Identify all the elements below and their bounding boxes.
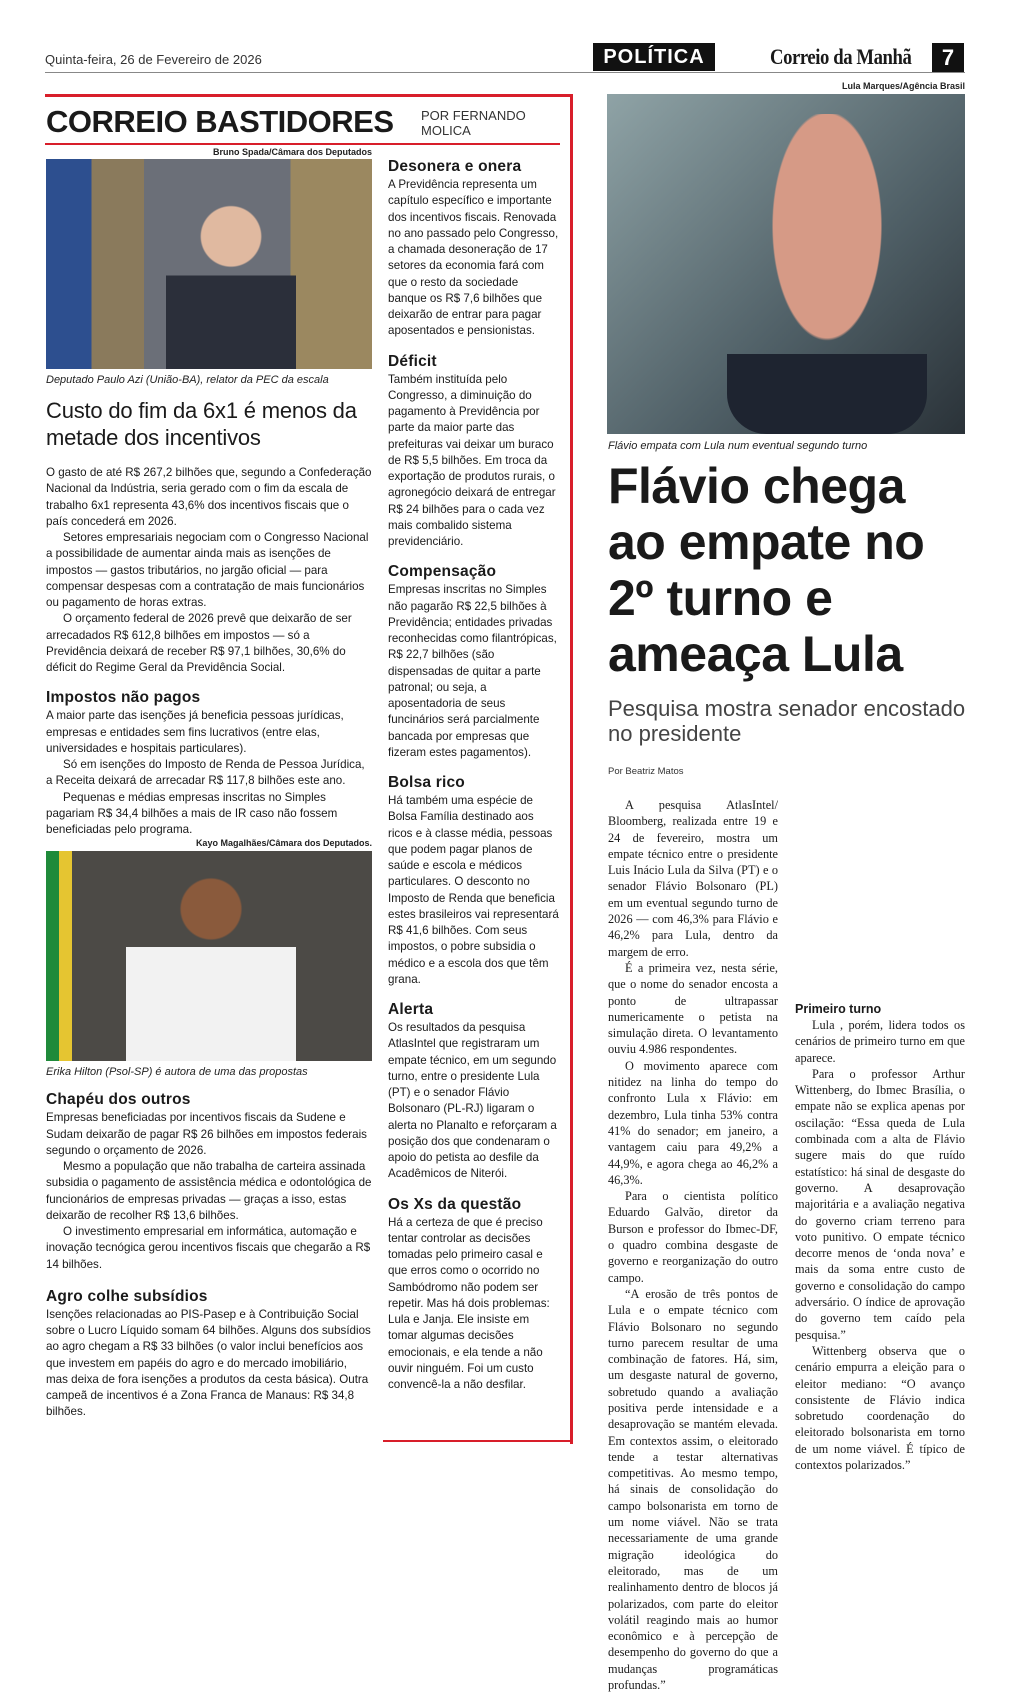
column-frame-bottom [383,1440,573,1442]
photo-erika-hilton [46,851,372,1061]
paragraph: É a primeira vez, nesta série, que o nome do senador encosta a ponto de ultrapassar numericamente o petista na simulação direta. O levantamento ouviu 4.986 respondentes. [608,960,778,1057]
left-column [46,147,372,1421]
notes-column [388,157,560,1393]
note-title: Desonera e onera [388,158,522,175]
column-author: POR FERNANDO MOLICA [421,108,526,138]
paragraph: O investimento empresarial em informática, automação e inovação tecnógica gerou incentivos fiscais que chegarão a R$ 14 bilhões. [46,1225,371,1271]
paragraph: Setores empresariais negociam com o Congresso Nacional a possibilidade de aumentar ainda mais as isenções de impostos — gastos tributários, no jargão oficial — para compensar despesas com a contratação de mais funcionários ou pagamento de horas extras. [46,531,369,609]
paragraph: Para o cientista político Eduardo Galvão, diretor da Burson e professor do Ibmec-DF, o quadro combina desgaste de governo e reorganização do outro campo. [608,1189,778,1285]
page-date: Quinta-feira, 26 de Fevereiro de 2026 [45,52,262,67]
paragraph: A maior parte das isenções já beneficia pessoas jurídicas, empresas e entidades sem fins lucrativos (entre elas, universidades e hospitais particulares). [46,709,344,755]
note-text: Empresas inscritas no Simples não pagarão R$ 22,5 bilhões à Previdência; entidades privadas reconhecidas como filantrópicas, R$ 22,7 bilhões (são dispensadas de quitar a parte patronal; ou seja, a aposentadoria de seus funcinários será parcialmente bancada por empresas que fizeram estes pagamentos). [388,583,557,759]
article-column-1 [608,797,778,1693]
photo-caption: Erika Hilton (Psol-SP) é autora de uma das propostas [46,1066,308,1079]
section-label: POLÍTICA [593,43,715,71]
lead-title: Custo do fim da 6x1 é menos da metade dos incentivos [46,398,357,450]
paragraph: Wittenberg observa que o cenário empurra a eleição para o eleitor mediano: “O avanço consistente de Flávio indica sobretudo coordenação do eleitorado bolsonarista em torno de um nome viável. É típico de contextos polarizados.” [795,1343,965,1473]
paragraph: Pequenas e médias empresas inscritas no Simples pagariam R$ 34,4 bilhões a mais de IR caso não fossem beneficiadas pelo programa. [46,790,338,836]
subtitle: Pesquisa mostra senador encostado no presidente [608,696,966,746]
subheading: Agro colhe subsídios [46,1287,208,1305]
header-divider [45,72,965,73]
paragraph: “A erosão de três pontos de Lula e o empate técnico com Flávio Bolsonaro no segundo turno parecem resultar de uma combinação de fatores. Há, sim, um desgaste natural de governo, sobretudo quando a avaliação positiva perde intensidade e a desaprovação se mantém elevada. Em contextos assim, o eleitorado tende a testar alternativas competitivas. Ao mesmo tempo, há sinais de consolidação do campo bolsonarista em torno de um nome viável. Não se trata necessariamente de uma grande migração ideológica do eleitorado, mas de um realinhamento dentro de blocos já polarizados, com parte do eleitor volátil reagindo mais ao humor econômico e à percepção de desempenho do governo do que a mudanças programáticas profundas.” [608,1286,778,1693]
column-frame-right [570,94,573,1444]
paragraph: Lula , porém, lidera todos os cenários de primeiro turno em que aparece. [795,1018,965,1065]
paragraph: Empresas beneficiadas por incentivos fiscais da Sudene e Sudam deixarão de pagar R$ 26 bilhões em impostos federais segundo o orçamento de 2026. [46,1111,367,1157]
paragraph: A pesquisa AtlasIntel/ Bloomberg, realizada entre 19 e 24 de fevereiro, mostra um empate técnico entre o presidente Luis Inácio Lula da Silva (PT) e o senador Flávio Bolsonaro (PL) em um eventual segundo turno de 2026 — com 46,3% para Flávio e 46,2% para Lula, dentro da margem de erro. [608,798,778,959]
note-text: Há a certeza de que é preciso tentar controlar as decisões tomadas pelo primeiro casal e que erros como o ocorrido no Sambódromo não podem ser repetir. Mas há dois problemas: Lula e Janja. Ele insiste em tomar algumas decisões emocionais, e ela tende a não ouvir ninguém. Foi um custo convencê-la a não desfilar. [388,1215,550,1391]
article-column-2-continuation [795,764,965,964]
note-text: Os resultados da pesquisa AtlasIntel que registraram um empate técnico, em um segundo turno, entre o presidente Lula (PT) e o senador Flávio Bolsonaro (PL-RJ) ligaram o alerta no Planalto e reforçaram a posição dos que condenaram o apoio do petista ao desfile da Acadêmicos de Niterói. [388,1021,557,1181]
column-frame-top [45,94,573,97]
newspaper-logo: Correio da Manhã [770,44,912,69]
column-title-rule [45,143,560,145]
note-text: A Previdência representa um capítulo específico e importante dos incentivos fiscais. Renovada no ano passado pelo Congresso, a chamada desoneração de 17 setores da economia fará com que o resto da sociedade banque os R$ 7,6 bilhões que deixarão de entrar para pagar aposentados e pensionistas. [388,178,559,338]
photo-caption: Flávio empata com Lula num eventual segundo turno [608,440,868,452]
note-title: Déficit [388,352,437,370]
paragraph: O gasto de até R$ 267,2 bilhões que, segundo a Confederação Nacional da Indústria, seria gerado com o fim da escala de trabalho 6x1 representa 43,6% dos incentivos fiscais que o país concederá em 2026. [46,466,372,528]
page-number: 7 [932,43,964,72]
photo-flavio-bolsonaro [607,94,965,434]
person-silhouette [126,871,296,1061]
headline: Flávio chega ao empate no 2º turno e ameaça Lula [608,458,925,682]
photo-paulo-azi [46,159,372,369]
article-column-2 [795,987,965,1473]
subheading: Impostos não pagos [46,689,201,707]
paragraph: Mesmo a população que não trabalha de carteira assinada subsidia o pagamento de assistência médica e odontológica de funcionários de empresas privadas — graças a isso, estas deixarão de recolher R$ 13,6 bilhões. [46,1160,372,1222]
photo-credit: Kayo Magalhães/Câmara dos Deputados. [195,838,372,849]
photo-credit: Bruno Spada/Câmara dos Deputados [212,147,372,157]
person-silhouette [166,199,296,369]
note-title: Alerta [388,1001,434,1018]
photo-credit: Lula Marques/Agência Brasil [841,81,965,91]
note-text: Há também uma espécie de Bolsa Família destinado aos ricos e à classe média, pessoas que podem pagar planos de saúde e escola e médicos particulares. O desconto no Imposto de Renda que beneficia estes brasileiros vai representará R$ 41,6 bilhões. Com seus impostos, o pobre subsidia o médico e a escola dos que têm grana. [388,794,559,986]
paragraph: Só em isenções do Imposto de Renda de Pessoa Jurídica, a Receita deixará de arrecadar R$ 117,8 bilhões este ano. [46,758,365,788]
note-title: Bolsa rico [388,774,465,791]
photo-caption: Deputado Paulo Azi (União-BA), relator da PEC da escala [46,374,329,386]
article-subheading: Primeiro turno [795,1002,882,1016]
paragraph: Isenções relacionadas ao PIS-Pasep e à Contribuição Social sobre o Lucro Líquido somam 64 bilhões. Alguns dos subsídios ao agro chegam a R$ 33 bilhões (o valor inclui benefícios aos que investem em papéis do agro e do mercado imobiliário, mas deixa de fora isenções a produtos da cesta básica). Outra campeã de incentivos é a Zona Franca de Manaus: R$ 34,8 bilhões. [46,1307,371,1419]
note-title: Os Xs da questão [388,1195,522,1213]
byline: Por Beatriz Matos [608,766,684,777]
paragraph: O movimento aparece com nitidez na linha do tempo do confronto Lula x Flávio: em dezembro, Lula tinha 53% contra 41% do senador; em janeiro, a vantagem caiu para 49,2% a 44,9%, e agora chega ao 46,2% a 46,3%. [608,1058,778,1187]
note-text: Também instituída pelo Congresso, a diminuição do pagamento à Previdência por parte da maior parte das prefeituras vai deixar um buraco de R$ 5,5 bilhões. Em troca da exportação de produtos rurais, o agronegócio deixará de entregar R$ 24 bilhões para o cada vez mais combalido sistema previdenciário. [388,372,556,548]
note-title: Compensação [388,563,497,581]
paragraph: O orçamento federal de 2026 prevê que deixarão de ser arrecadados R$ 612,8 bilhões em impostos — só a Previdência deixará de receber R$ 97,1 bilhões, 30,6% do déficit do Regime Geral da Previdência Social. [46,612,352,674]
column-title: CORREIO BASTIDORES [46,104,394,139]
subheading: Chapéu dos outros [46,1091,191,1109]
paragraph: Para o professor Arthur Wittenberg, do Ibmec Brasília, o empate não se explica apenas por oscilação: “Essa queda de Lula combinada com a alta de Flávio sugere mais do que ruído estatístico: há sinal de desgaste do governo. A desaprovação majoritária e a avaliação negativa do governo criam terreno para voto punitivo. O empate técnico decorre menos de ‘onda nova’ e mais da soma entre custo de governo e consolidação do campo adversário. O índice de aprovação do governo tem caído pela pesquisa.” [795,1066,965,1342]
person-silhouette [727,114,927,434]
